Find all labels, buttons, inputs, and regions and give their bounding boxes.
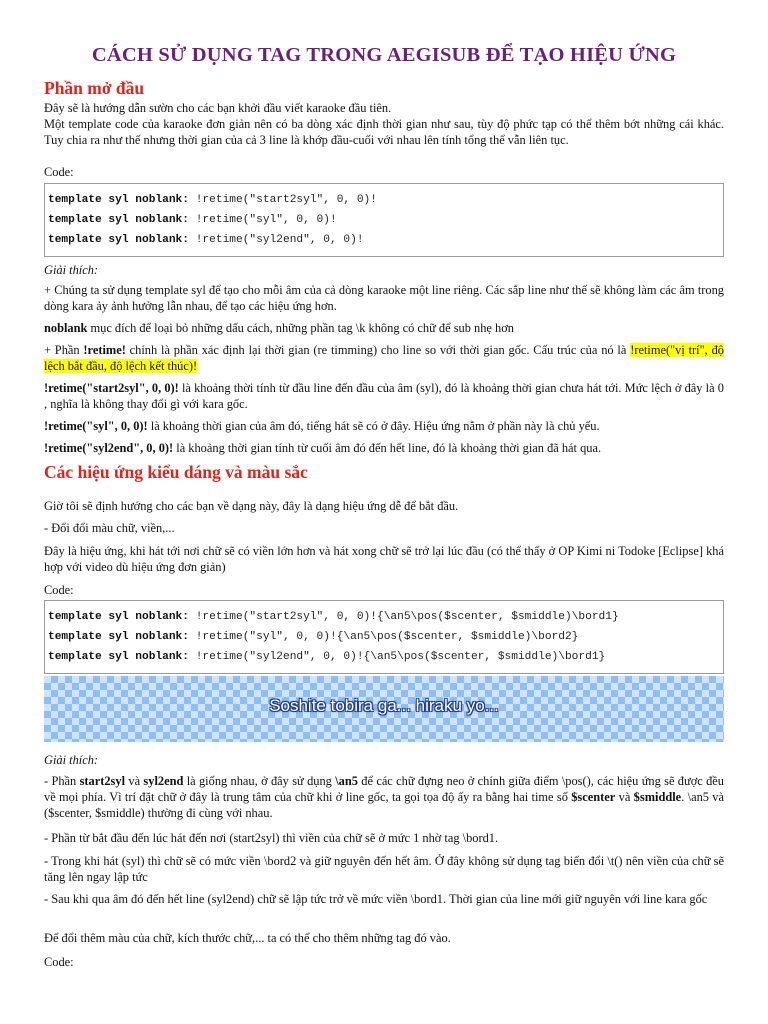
term-scenter: $scenter [571,790,616,804]
code-keyword: template syl noblank: [48,214,189,226]
text: chính là phần xác định lại thời gian (re timming) cho line so với thời gian gốc. Cấu trúc của nó là [125,343,631,357]
code-block-2 [44,600,724,674]
code-line [48,627,723,647]
effects-paragraph-2: - Đổi đổi màu chữ, viền,... [44,521,175,535]
text: + Phần [44,343,84,357]
effects-paragraph-3: Đây là hiệu ứng, khi hát tới nơi chữ sẽ có viền lớn hơn và hát xong chữ sẽ trở lại lúc đầu (có thể thấy ở OP Kimi ni Todoke [Eclipse] khá hợp với video dù hiệu ứng đơn giản) [44,544,724,574]
code-label-2: Code: [44,583,74,597]
text: . \an5 và ($scenter, $smiddle) thường đi cùng với nhau. [44,790,724,820]
code-keyword: template syl noblank: [48,651,189,663]
code-text: !retime("syl", 0, 0)!{\an5\pos($scenter, $smiddle)\bord2} [189,631,579,643]
code-line [48,647,723,667]
code-block-1 [44,183,724,257]
term-an5: \an5 [335,774,358,788]
text: là khoảng thời gian của âm đó, tiếng hát sẽ có ở đây. Hiệu ứng nằm ở phần này là chủ yếu. [147,419,600,433]
code-text: !retime("start2syl", 0, 0)!{\an5\pos($scenter, $smiddle)\bord1} [189,611,619,623]
explain-label-1: Giải thích: [44,263,99,277]
code-text: !retime("syl", 0, 0)! [189,214,337,226]
code-text: !retime("start2syl", 0, 0)! [189,194,377,206]
explain-bord2: - Trong khi hát (syl) thì chữ sẽ có mức viền \bord2 và giữ nguyên đến hết âm. Ở đây không sử dụng tag biến đổi \t() nên viền của chữ sẽ tăng lên ngay lập tức [44,854,724,884]
intro-paragraph-1: Đây sẽ là hướng dẫn sườn cho các bạn khởi đầu viết karaoke đầu tiên. [44,101,392,115]
explain-an5 [44,773,724,821]
karaoke-lyric: Soshite tobira ga... hiraku yo... [269,696,499,715]
explain-label-2: Giải thích: [44,753,99,767]
explain-back-bord1: - Sau khi qua âm đó đến hết line (syl2end) chữ sẽ lập tức trở về mức viền \bord1. Thời gian của line mới giữ nguyên với line kara gốc [44,892,708,906]
highlighted-syntax: !retime("vị trí", độ lệch bắt đầu, độ lệch kết thúc)! [44,343,724,373]
explain-start2syl [44,380,724,412]
code-line [48,607,723,627]
term-start2syl: start2syl [79,774,126,788]
heading-intro: Phần mở đầu [44,78,145,98]
term-syl: !retime("syl", 0, 0)! [44,419,148,433]
intro-paragraph-2: Một template code của karaoke đơn giản nên có ba dòng xác định thời gian như sau, tùy độ phức tạp có thể thêm bớt những cái khác. Tuy chia ra như thế nhưng thời gian của cả 3 line là khớp đầu-cuối với nhau lên tính tổng thể vẫn liên tục. [44,117,724,147]
effects-paragraph-1: Giờ tôi sẽ định hướng cho các bạn về dạng này, đây là dạng hiệu ứng dễ để bắt đầu. [44,499,459,513]
text: và [125,774,144,788]
heading-effects: Các hiệu ứng kiểu dáng và màu sắc [44,462,308,482]
text: - Phần [44,774,80,788]
code-keyword: template syl noblank: [48,194,189,206]
term-start2syl: !retime("start2syl", 0, 0)! [44,381,179,395]
code-text: !retime("syl2end", 0, 0)! [189,234,364,246]
code-keyword: template syl noblank: [48,611,189,623]
code-keyword: template syl noblank: [48,234,189,246]
text: và [615,790,634,804]
explain-template-syl: + Chúng ta sử dụng template syl để tạo cho mỗi âm của cả dòng karaoke một line riêng. Các sắp line như thế sẽ không làm các âm trong dòng kara ảy ảnh hưởng lẫn nhau, để tạo các hiệu ứng hơn. [44,283,724,313]
code-line [48,190,723,210]
text: là khoảng thời gian tính từ cuối âm đó đến hết line, đó là khoảng thời gian đã hát qua. [173,441,602,455]
explain-bord1: - Phần từ bắt đầu đến lúc hát đến nơi (start2syl) thì viền của chữ sẽ ở mức 1 nhờ tag \bord1. [44,831,499,845]
code-line [48,210,723,230]
text: mục đích để loại bỏ những dấu cách, những phần tag \k không có chữ để sub nhẹ hơn [87,321,514,335]
explain-syl2end [44,440,724,456]
code-label-1: Code: [44,165,74,179]
text: là khoảng thời tính từ đầu line đến đầu của âm (syl), đó là khoảng thời gian chưa hát tới. Mức lệch ở đây là 0 , nghĩa là không thay đổi gì với kara gốc. [44,381,724,411]
code-text: !retime("syl2end", 0, 0)!{\an5\pos($scenter, $smiddle)\bord1} [189,651,606,663]
term-syl2end: syl2end [143,774,184,788]
karaoke-preview-image [44,676,724,742]
term-retime: !retime! [83,343,126,357]
term-syl2end: !retime("syl2end", 0, 0)! [44,441,174,455]
code-keyword: template syl noblank: [48,631,189,643]
explain-more-tags: Để đổi thêm màu của chữ, kích thước chữ,... ta có thể cho thêm những tag đó vào. [44,931,451,945]
text: để các chữ đựng neo ở chính giữa điểm \pos(), các hiệu ứng sẽ được đều về mọi phía. Vì trí đặt chữ ở đây là trung tâm của chữ khi ở line gốc, ta gọi tọa độ ấy ra bằng hai time số [44,774,725,804]
explain-noblank [44,320,724,336]
page-title: CÁCH SỬ DỤNG TAG TRONG AEGISUB ĐỂ TẠO HIỆU ỨNG [91,44,677,66]
term-smiddle: $smiddle [633,790,682,804]
term-noblank: noblank [44,321,88,335]
code-label-3: Code: [44,955,74,969]
code-line [48,230,723,250]
explain-retime [44,342,724,374]
explain-syl [44,418,724,434]
text: là giống nhau, ở đây sử dụng [183,774,336,788]
